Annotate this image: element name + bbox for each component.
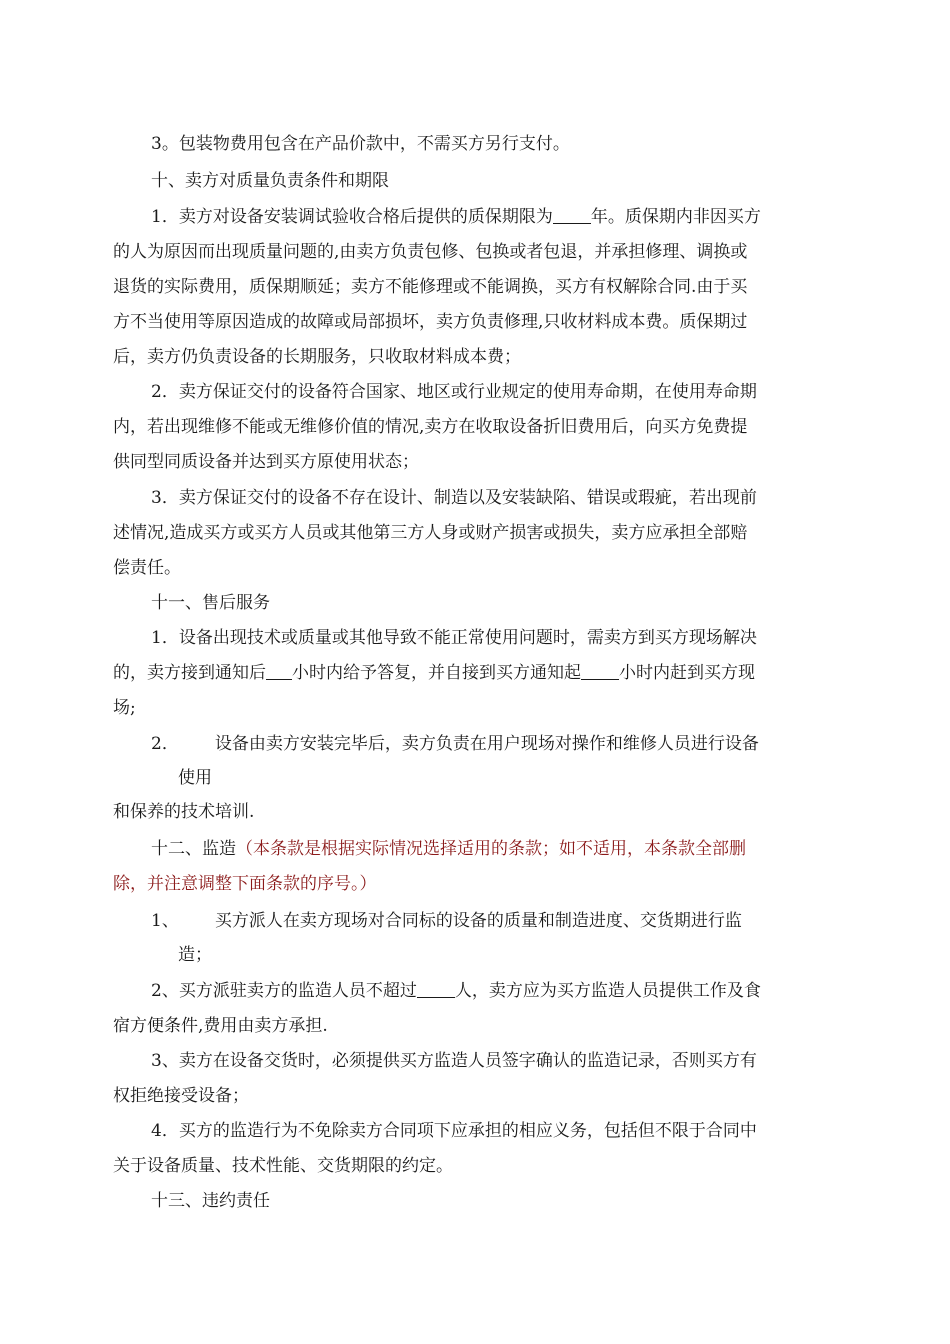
paragraph-line xyxy=(113,1014,950,1038)
paragraph-line xyxy=(151,1119,950,1143)
text: 的人为原因而出现质量问题的,由卖方负责包修、包换或者包退，并承担修理、调换或 xyxy=(113,242,748,262)
list-number: 2． xyxy=(151,734,179,754)
text: 小时内赶到买方现 xyxy=(619,663,755,683)
text: 场; xyxy=(113,698,136,718)
section-heading xyxy=(151,1189,950,1213)
fill-in-blank[interactable] xyxy=(266,661,292,680)
paragraph-line xyxy=(178,943,950,967)
paragraph-line xyxy=(151,132,950,156)
text: 十、卖方对质量负责条件和期限 xyxy=(151,171,389,191)
section-heading xyxy=(151,169,950,193)
paragraph-line xyxy=(151,909,950,933)
paragraph-line xyxy=(113,696,950,720)
text: 2、买方派驻卖方的监造人员不超过 xyxy=(151,981,417,1001)
paragraph-line xyxy=(151,205,950,229)
paragraph-line xyxy=(151,380,950,404)
paragraph-line xyxy=(151,486,950,510)
paragraph-line xyxy=(151,1049,950,1073)
text: 供同型同质设备并达到买方原使用状态； xyxy=(113,452,419,472)
text: 造； xyxy=(178,945,212,965)
text: 述情况,造成买方或买方人员或其他第三方人身或财产损害或损失，卖方应承担全部赔 xyxy=(113,523,748,543)
fill-in-blank[interactable] xyxy=(553,205,591,224)
text: 方不当使用等原因造成的故障或局部损坏，卖方负责修理,只收材料成本费。质保期过 xyxy=(113,312,748,332)
text: 3．卖方保证交付的设备不存在设计、制造以及安装缺陷、错误或瑕疵，若出现前 xyxy=(151,488,757,508)
paragraph-line xyxy=(151,979,950,1003)
text: 设备由卖方安装完毕后，卖方负责在用户现场对操作和维修人员进行设备 xyxy=(214,734,759,754)
text: 3、卖方在设备交货时，必须提供买方监造人员签字确认的监造记录，否则买方有 xyxy=(151,1051,757,1071)
text: 4．买方的监造行为不免除卖方合同项下应承担的相应义务，包括但不限于合同中 xyxy=(151,1121,757,1141)
paragraph-line xyxy=(113,661,950,685)
text: 1．卖方对设备安装调试验收合格后提供的质保期限为 xyxy=(151,207,553,227)
text: 权拒绝接受设备； xyxy=(113,1086,249,1106)
text: 2．卖方保证交付的设备符合国家、地区或行业规定的使用寿命期，在使用寿命期 xyxy=(151,382,757,402)
section-heading xyxy=(151,591,950,615)
text: 十二、监造 xyxy=(151,839,236,859)
paragraph-line xyxy=(113,521,950,545)
text: 宿方便条件,费用由卖方承担. xyxy=(113,1016,328,1036)
paragraph-line xyxy=(113,310,950,334)
paragraph-line xyxy=(113,556,950,580)
text: 十三、违约责任 xyxy=(151,1191,270,1211)
text: 关于设备质量、技术性能、交货期限的约定。 xyxy=(113,1156,453,1176)
paragraph-line xyxy=(113,240,950,264)
section-heading xyxy=(151,837,950,861)
paragraph-line xyxy=(113,800,950,824)
paragraph-line xyxy=(113,1084,950,1108)
paragraph-line xyxy=(113,275,950,299)
fill-in-blank[interactable] xyxy=(581,661,619,680)
text: 内，若出现维修不能或无维修价值的情况,卖方在收取设备折旧费用后，向买方免费提 xyxy=(113,417,748,437)
text: 的，卖方接到通知后 xyxy=(113,663,266,683)
list-number: 1、 xyxy=(151,911,179,931)
fill-in-blank[interactable] xyxy=(417,979,455,998)
text: 后，卖方仍负责设备的长期服务，只收取材料成本费； xyxy=(113,347,521,367)
text: 年。质保期内非因买方 xyxy=(590,207,761,227)
text: 十一、售后服务 xyxy=(151,593,270,613)
paragraph-line xyxy=(113,415,950,439)
text: 使用 xyxy=(178,768,212,788)
text: 买方派人在卖方现场对合同标的设备的质量和制造进度、交货期进行监 xyxy=(214,911,742,931)
text: 偿责任。 xyxy=(113,558,181,578)
paragraph-line xyxy=(113,450,950,474)
text: 退货的实际费用，质保期顺延；卖方不能修理或不能调换，买方有权解除合同.由于买 xyxy=(113,277,748,297)
text: 和保养的技术培训. xyxy=(113,802,255,822)
paragraph-line xyxy=(151,626,950,650)
text: 人，卖方应为买方监造人员提供工作及食 xyxy=(454,981,761,1001)
paragraph-line xyxy=(178,766,950,790)
paragraph-line xyxy=(113,1154,950,1178)
text: 1．设备出现技术或质量或其他导致不能正常使用问题时，需卖方到买方现场解决 xyxy=(151,628,757,648)
paragraph-line xyxy=(151,732,950,756)
paragraph-line xyxy=(113,345,950,369)
editor-note: （本条款是根据实际情况选择适用的条款；如不适用，本条款全部删 xyxy=(236,839,746,859)
text: 3。包装物费用包含在产品价款中，不需买方另行支付。 xyxy=(151,134,570,154)
editor-note: 除，并注意调整下面条款的序号。） xyxy=(113,874,377,894)
editor-note-line xyxy=(113,872,950,896)
text: 小时内给予答复，并自接到买方通知起 xyxy=(292,663,581,683)
